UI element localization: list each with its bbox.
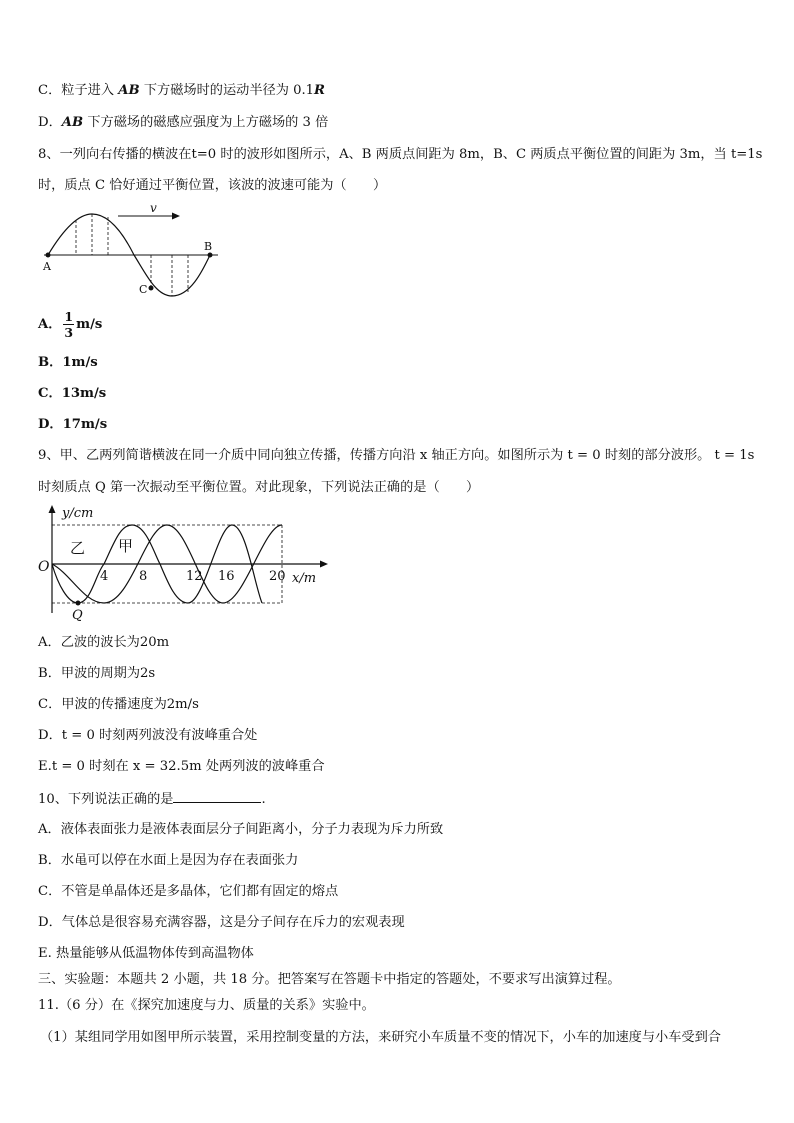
- q11-stem: 11.（6 分）在《探究加速度与力、质量的关系》实验中。: [38, 998, 375, 1013]
- tick-12: 12: [186, 569, 203, 584]
- option-text: 甲波的周期为2s: [60, 666, 156, 681]
- option-text: 水黾可以停在水面上是因为存在表面张力: [60, 853, 299, 868]
- option-label: D．: [38, 115, 62, 130]
- option-label: C．: [38, 697, 62, 712]
- option-text: t = 0 时刻两列波没有波峰重合处: [61, 728, 258, 743]
- x-axis-label: x/m: [292, 571, 317, 586]
- option-label: E.: [38, 946, 52, 961]
- option-label: C．: [38, 83, 62, 98]
- option-text: 乙波的波长为20m: [60, 635, 170, 650]
- option-label: A．: [38, 822, 61, 837]
- label-jia: 甲: [118, 537, 134, 555]
- option-label: B．: [38, 666, 61, 681]
- option-label: A．: [38, 317, 62, 332]
- q8-option-a: [38, 308, 102, 342]
- option-text: 13m/s: [61, 386, 107, 401]
- q8-option-c: [38, 385, 106, 403]
- fraction-denominator: 3: [64, 325, 74, 340]
- option-label: A．: [38, 635, 61, 650]
- option-text: 1m/s: [62, 355, 98, 370]
- q9-option-b: [38, 665, 155, 683]
- option-label: D．: [38, 728, 62, 743]
- y-axis-arrow-icon: [49, 505, 56, 513]
- fraction: [63, 309, 74, 340]
- label-b: B: [204, 240, 213, 253]
- tick-8: 8: [139, 569, 148, 584]
- q9-option-c: [38, 696, 199, 714]
- option-label: E.: [38, 759, 52, 774]
- label-yi: 乙: [70, 539, 86, 557]
- option-label: C．: [38, 386, 62, 401]
- q10-stem: [38, 790, 266, 809]
- fraction-numerator: 1: [64, 309, 74, 324]
- option-text: 不管是单晶体还是多晶体，它们都有固定的熔点: [61, 884, 339, 899]
- option-unit: m/s: [76, 317, 103, 332]
- option-text: 液体表面张力是液体表面层分子间距离小，分子力表现为斥力所致: [60, 822, 444, 837]
- q10-option-d: [38, 914, 405, 932]
- q10-stem-text: 10、下列说法正确的是: [38, 792, 174, 807]
- option-text: 气体总是很容易充满容器，这是分子间存在斥力的宏观表现: [61, 915, 405, 930]
- q8-option-b: [38, 354, 98, 372]
- option-text: 甲波的传播速度为2m/s: [61, 697, 199, 712]
- option-text: 粒子进入: [61, 83, 119, 98]
- option-text: 下方磁场时的运动半径为 0.1: [139, 83, 315, 98]
- option-label: B．: [38, 853, 61, 868]
- option-label: D．: [38, 915, 62, 930]
- q9-stem-line1: 9、甲、乙两列简谐横波在同一介质中同向独立传播，传播方向沿 x 轴正方向。如图所示为 t = 0 时刻的部分波形。 t = 1s: [38, 448, 755, 463]
- tick-20: 20: [269, 569, 286, 584]
- option-text: t = 0 时刻在 x = 32.5m 处两列波的波峰重合: [51, 759, 325, 774]
- q7-option-d: [38, 114, 328, 132]
- q10-stem-end: .: [261, 792, 266, 807]
- q9-option-e: [38, 758, 325, 776]
- q10-option-a: [38, 821, 443, 839]
- point-c: [149, 286, 154, 291]
- q10-option-b: [38, 852, 298, 870]
- answer-blank: [173, 790, 261, 803]
- variable-ab: AB: [61, 115, 84, 130]
- origin-label: O: [38, 559, 50, 575]
- variable-r: R: [314, 83, 326, 98]
- q9-option-a: [38, 634, 169, 652]
- option-label: B．: [38, 355, 63, 370]
- y-axis-label: y/cm: [62, 506, 94, 521]
- q8-option-d: [38, 416, 107, 434]
- point-a: [46, 253, 51, 258]
- option-label: C．: [38, 884, 62, 899]
- q11-sub1: （1）某组同学用如图甲所示装置，采用控制变量的方法，来研究小车质量不变的情况下，小车的加速度与小车受到合: [40, 1030, 721, 1045]
- label-c: C: [139, 283, 148, 296]
- q8-stem-line2: 时，质点 C 恰好通过平衡位置，该波的波速可能为（ ）: [38, 178, 387, 193]
- variable-ab: AB: [118, 83, 140, 98]
- x-axis-arrow-icon: [320, 561, 328, 568]
- q9-option-d: [38, 727, 257, 745]
- option-text: 下方磁场的磁感应强度为上方磁场的 3 倍: [83, 115, 329, 130]
- section-heading: 三、实验题：本题共 2 小题，共 18 分。把答案写在答题卡中指定的答题处，不要求写出演算过程。: [38, 972, 621, 987]
- option-text: 热量能够从低温物体传到高温物体: [51, 946, 254, 961]
- label-a: A: [43, 260, 51, 273]
- option-text: 17m/s: [62, 417, 108, 432]
- point-b: [208, 253, 213, 258]
- tick-4: 4: [100, 569, 109, 584]
- q10-option-e: [38, 945, 254, 963]
- q7-option-c: [38, 82, 325, 100]
- q9-stem-line2: 时刻质点 Q 第一次振动至平衡位置。对此现象，下列说法正确的是（ ）: [38, 480, 480, 495]
- q8-wave-figure: [38, 200, 228, 300]
- arrow-head-icon: [172, 213, 180, 220]
- velocity-label: v: [150, 201, 157, 215]
- option-label: D．: [38, 417, 63, 432]
- label-q: Q: [72, 608, 83, 623]
- q9-wave-figure: [36, 503, 336, 623]
- point-q: [76, 601, 81, 606]
- q10-option-c: [38, 883, 338, 901]
- q8-stem-line1: 8、一列向右传播的横波在t=0 时的波形如图所示，A、B 两质点间距为 8m，B、C 两质点平衡位置的间距为 3m，当 t=1s: [38, 147, 763, 162]
- tick-16: 16: [218, 569, 235, 584]
